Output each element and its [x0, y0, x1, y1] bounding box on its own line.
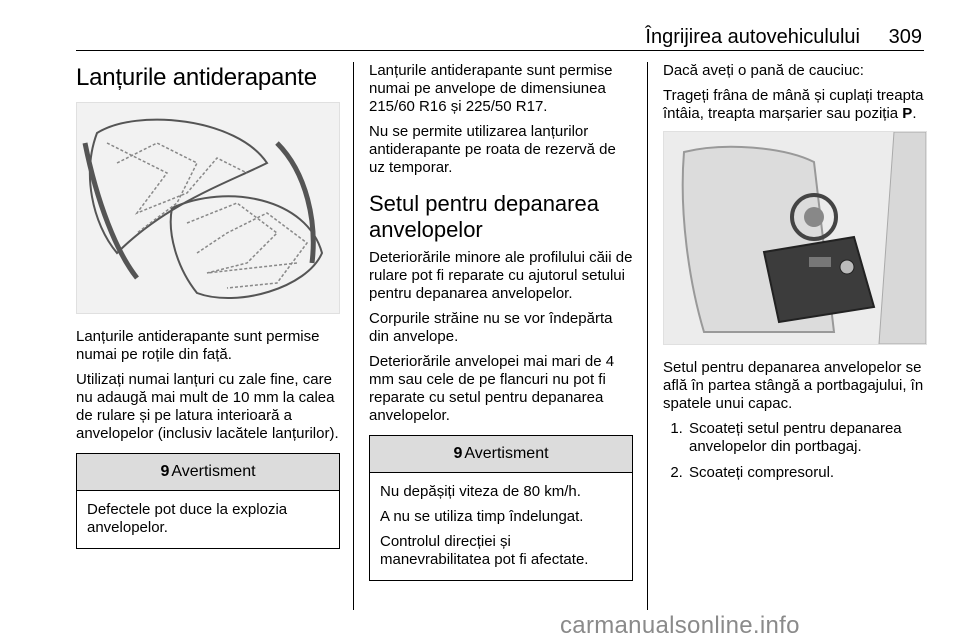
handbrake-paragraph: Trageți frâna de mână și cuplați treapta întâia, treapta marșarier sau poziția P.: [663, 87, 924, 122]
list-item: 1. Scoateți setul pentru depanarea anvelopelor din portbagaj.: [687, 420, 927, 456]
repair-kit-paragraph-1: Deteriorările minore ale profilului căii de rulare pot fi reparate cu ajutorul setului pentru depanarea anvelopelor.: [369, 249, 633, 302]
warning-header: [370, 436, 632, 473]
section-heading-repair-kit: Setul pentru depanarea anvelopelor: [369, 191, 599, 242]
warning-icon: 9: [160, 463, 170, 480]
warning-title: Avertisment: [464, 445, 549, 462]
repair-kit-paragraph-2: Corpurile străine nu se vor îndepărta din anvelope.: [369, 310, 613, 345]
warning-header: [77, 454, 339, 491]
repair-kit-paragraph-3: Deteriorările anvelopei mai mari de 4 mm sau cele de pe flancuri nu pot fi reparate cu setul pentru depanarea anvelopelor.: [369, 353, 615, 424]
column-2: [369, 62, 633, 581]
repair-kit-compartment-icon: [664, 132, 926, 344]
page-number: 309: [888, 26, 922, 48]
column-divider-1: [353, 62, 354, 610]
snow-chains-paragraph-2: Utilizați numai lanțuri cu zale fine, care nu adaugă mai mult de 10 mm la calea de rulare și pe latura interioară a anvelopelor (inclusiv lacătele lanțurilor).: [76, 371, 339, 442]
chains-sizes-paragraph: Lanțurile antiderapante sunt permise numai pe anvelope de dimensiunea 215/60 R16 și 225/50 R17.: [369, 62, 613, 115]
steps-list: [663, 420, 927, 482]
snow-chains-paragraph-1: Lanțurile antiderapante sunt permise numai pe roțile din față.: [76, 328, 320, 363]
header-rule: [76, 50, 924, 51]
watermark: carmanualsonline.info: [560, 612, 800, 639]
warning-line: Nu depășiți viteza de 80 km/h.: [380, 483, 581, 500]
list-item: 2. Scoateți compresorul.: [687, 464, 927, 482]
warning-line: A nu se utiliza timp îndelungat.: [380, 508, 584, 525]
warning-line: Controlul direcției și manevrabilitatea pot fi afectate.: [380, 533, 589, 568]
warning-text: Defectele pot duce la explozia anvelopelor.: [87, 501, 288, 536]
warning-body: [77, 491, 339, 548]
warning-box-1: [76, 453, 340, 549]
running-header-title: Îngrijirea autovehiculului: [645, 26, 860, 48]
warning-icon: 9: [453, 445, 463, 462]
gear-position-label: P: [902, 105, 913, 122]
snow-chains-icon: [77, 103, 339, 313]
column-divider-2: [647, 62, 648, 610]
column-1: [76, 62, 340, 549]
column-3: [663, 62, 927, 490]
chains-spare-paragraph: Nu se permite utilizarea lanțurilor antiderapante pe roata de rezervă de uz temporar.: [369, 123, 616, 176]
warning-box-2: [369, 435, 633, 581]
warning-title: Avertisment: [171, 463, 256, 480]
repair-kit-location-paragraph: Setul pentru depanarea anvelopelor se află în partea stângă a portbagajului, în spatele unui capac.: [663, 359, 924, 412]
snow-chains-figure: [76, 102, 340, 314]
repair-kit-figure: [663, 131, 927, 345]
warning-body: [370, 473, 632, 580]
flat-tyre-paragraph: Dacă aveți o pană de cauciuc:: [663, 62, 864, 79]
section-heading-snow-chains: Lanțurile antiderapante: [76, 64, 317, 91]
